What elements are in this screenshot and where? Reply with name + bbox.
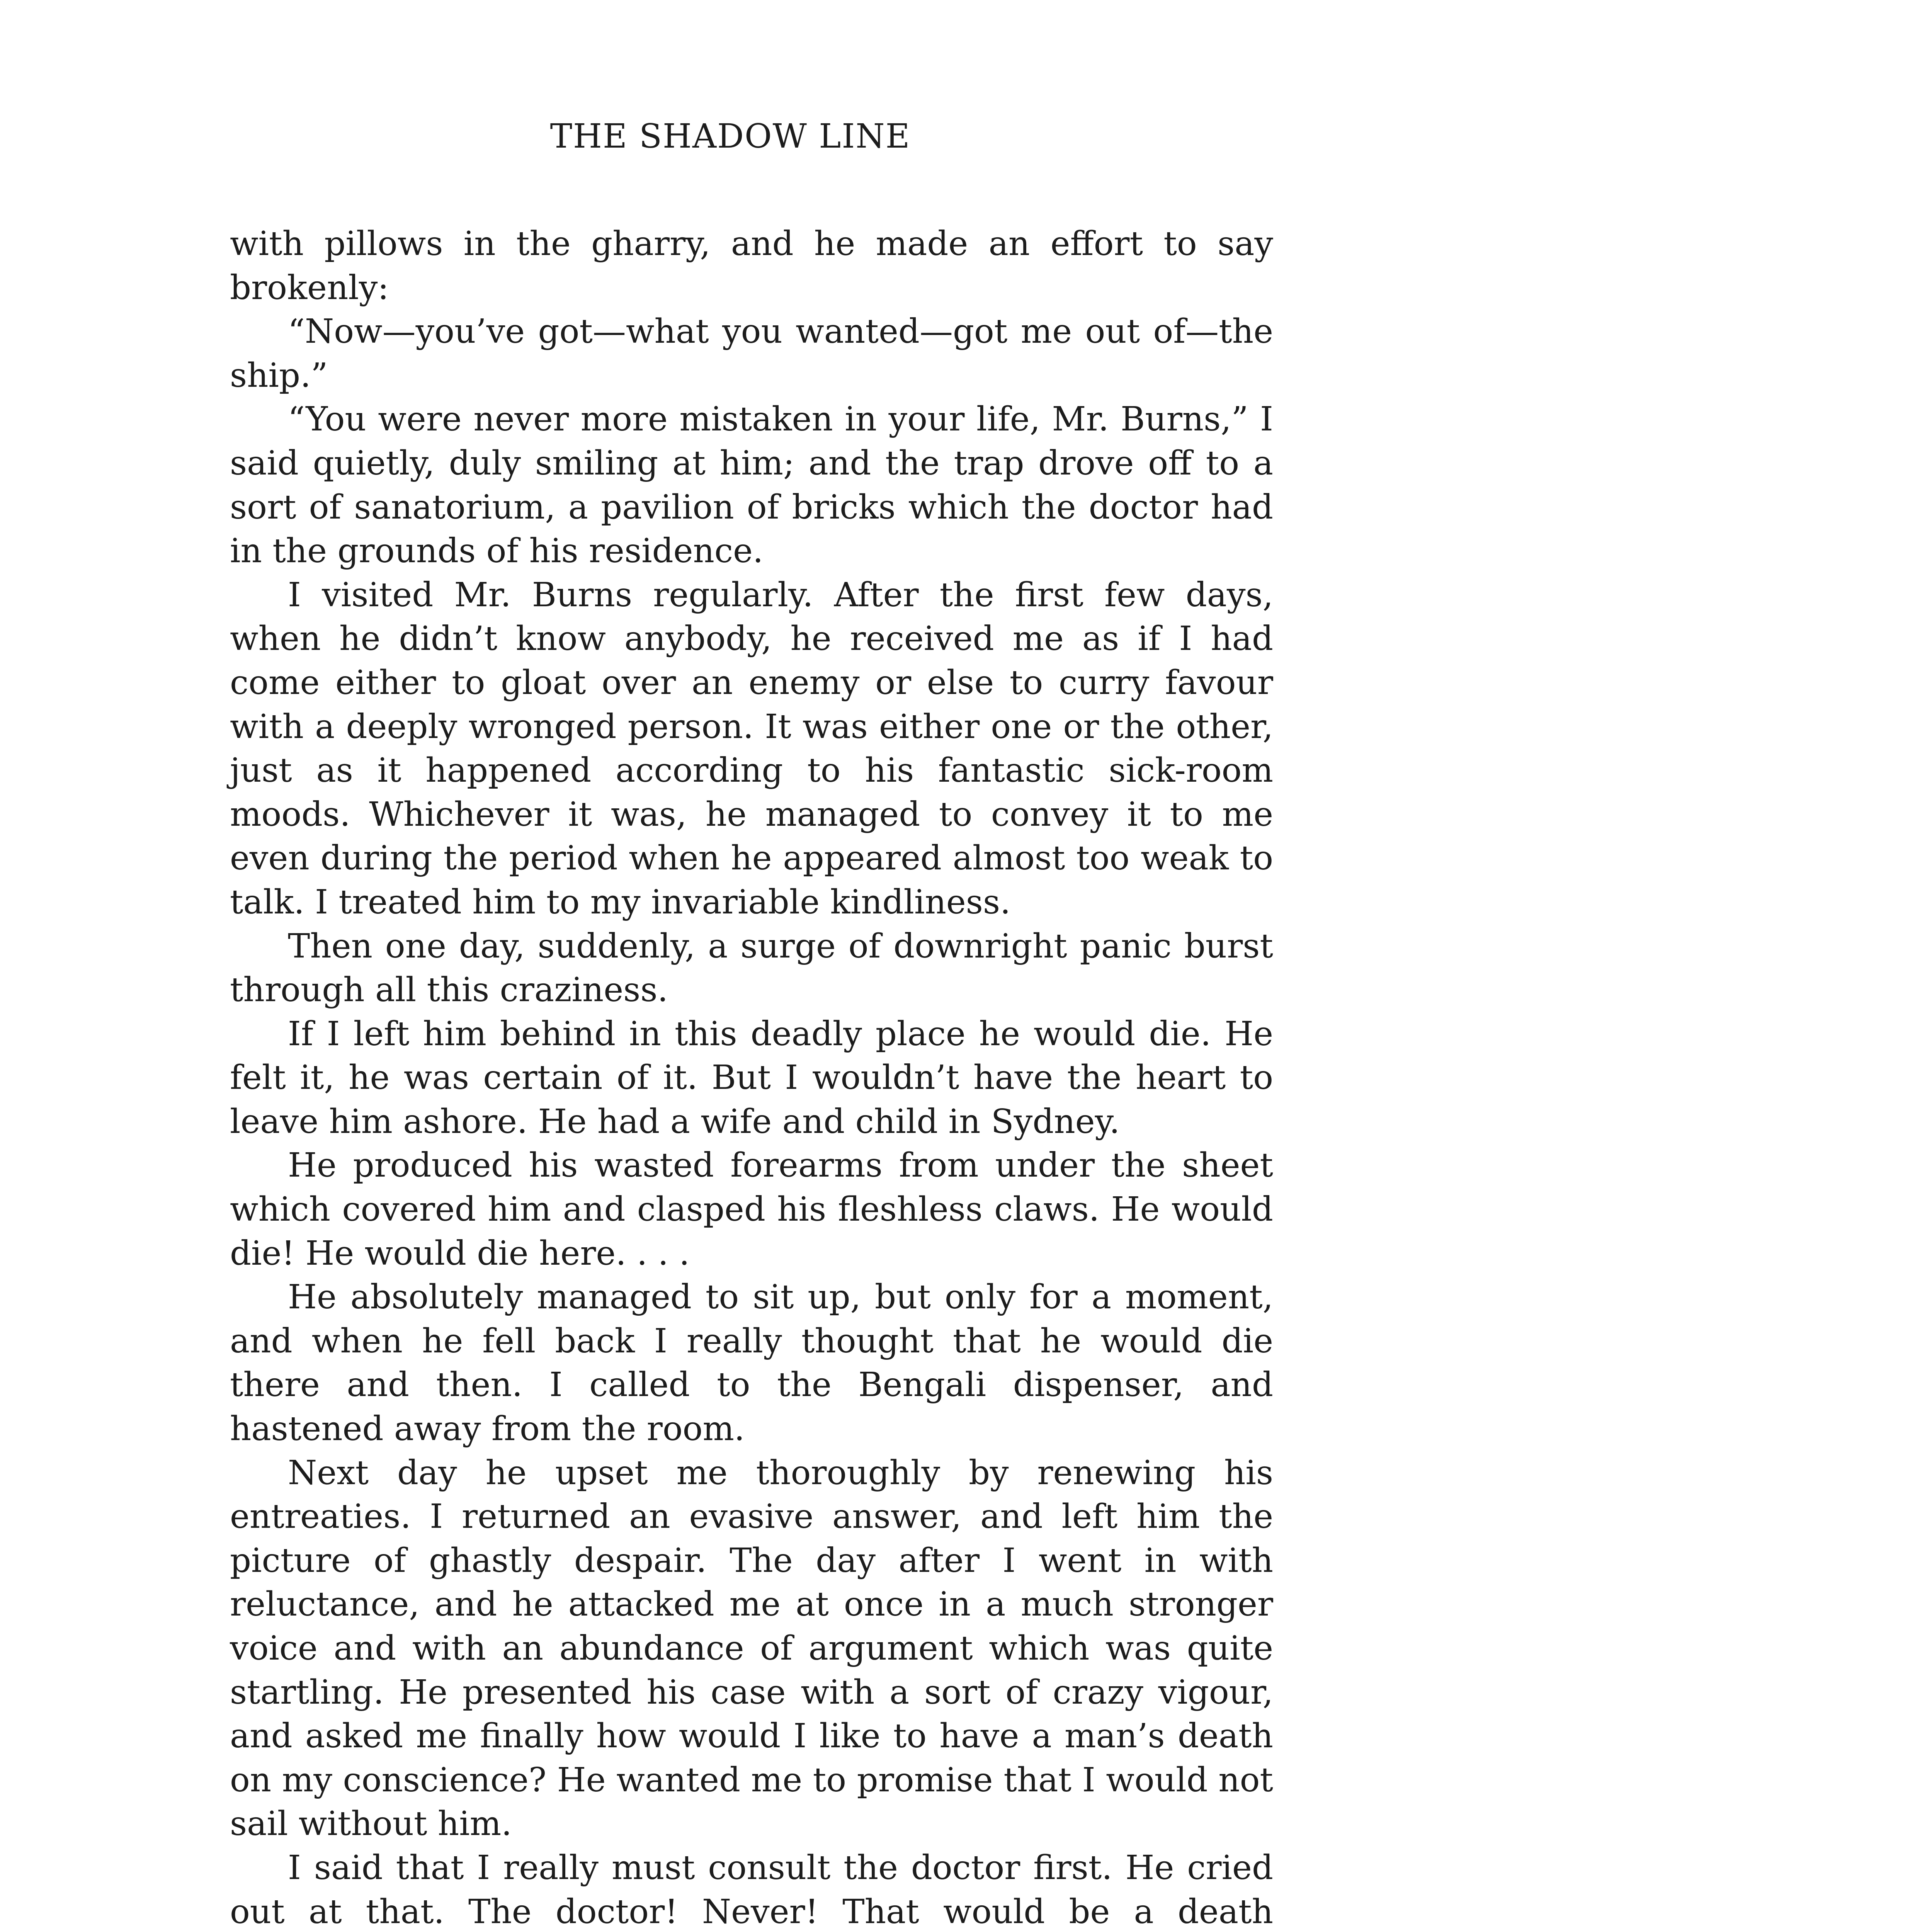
- paragraph: I said that I really must consult the doctor first. He cried out at that. The doctor! Never! That would be a death: [230, 1848, 1273, 1931]
- running-head: THE SHADOW LINE: [550, 117, 911, 156]
- paragraph: If I left him behind in this deadly place he would die. He felt it, he was certain of it. But I wouldn’t have the heart to leave him ashore. He had a wife and child in Sydney.: [230, 1014, 1273, 1141]
- paragraph: Next day he upset me thoroughly by renewing his entreaties. I returned an evasive answer, and left him the picture of ghastly despair. The day after I went in with reluctance, and he attacked me at once in a much stronger voice and with an abundance of argument which was quite startling. He presented his case with a sort of crazy vigour, and asked me finally how would I like to have a man’s death on my conscience? He wanted me to promise that I would not sail without him.: [230, 1453, 1273, 1844]
- paragraph: He absolutely managed to sit up, but only for a moment, and when he fell back I really thought that he would die there and then. I called to the Bengali dispenser, and hastened away from the room.: [230, 1278, 1273, 1449]
- paragraph: Then one day, suddenly, a surge of downright panic burst through all this craziness.: [230, 927, 1273, 1010]
- paragraph: He produced his wasted forearms from under the sheet which covered him and clasped his fleshless claws. He would die! He would die here. . . .: [230, 1146, 1273, 1273]
- paragraph: “You were never more mistaken in your life, Mr. Burns,” I said quietly, duly smiling at him; and the trap drove off to a sort of sanatorium, a pavilion of bricks which the doctor had in the grounds of his residence.: [230, 400, 1273, 571]
- paragraph: I visited Mr. Burns regularly. After the first few days, when he didn’t know anybody, he received me as if I had come either to gloat over an enemy or else to curry favour with a deeply wronged person. It was either one or the other, just as it happened according to his fantastic sick-room moods. Whichever it was, he managed to convey it to me even during the period when he appeared almost too weak to talk. I treated him to my invariable kindliness.: [230, 575, 1273, 922]
- paragraph: “Now—you’ve got—what you wanted—got me out of—the ship.”: [230, 312, 1273, 395]
- paragraph: with pillows in the gharry, and he made an effort to say brokenly:: [230, 224, 1273, 307]
- body-text: [230, 222, 1273, 1932]
